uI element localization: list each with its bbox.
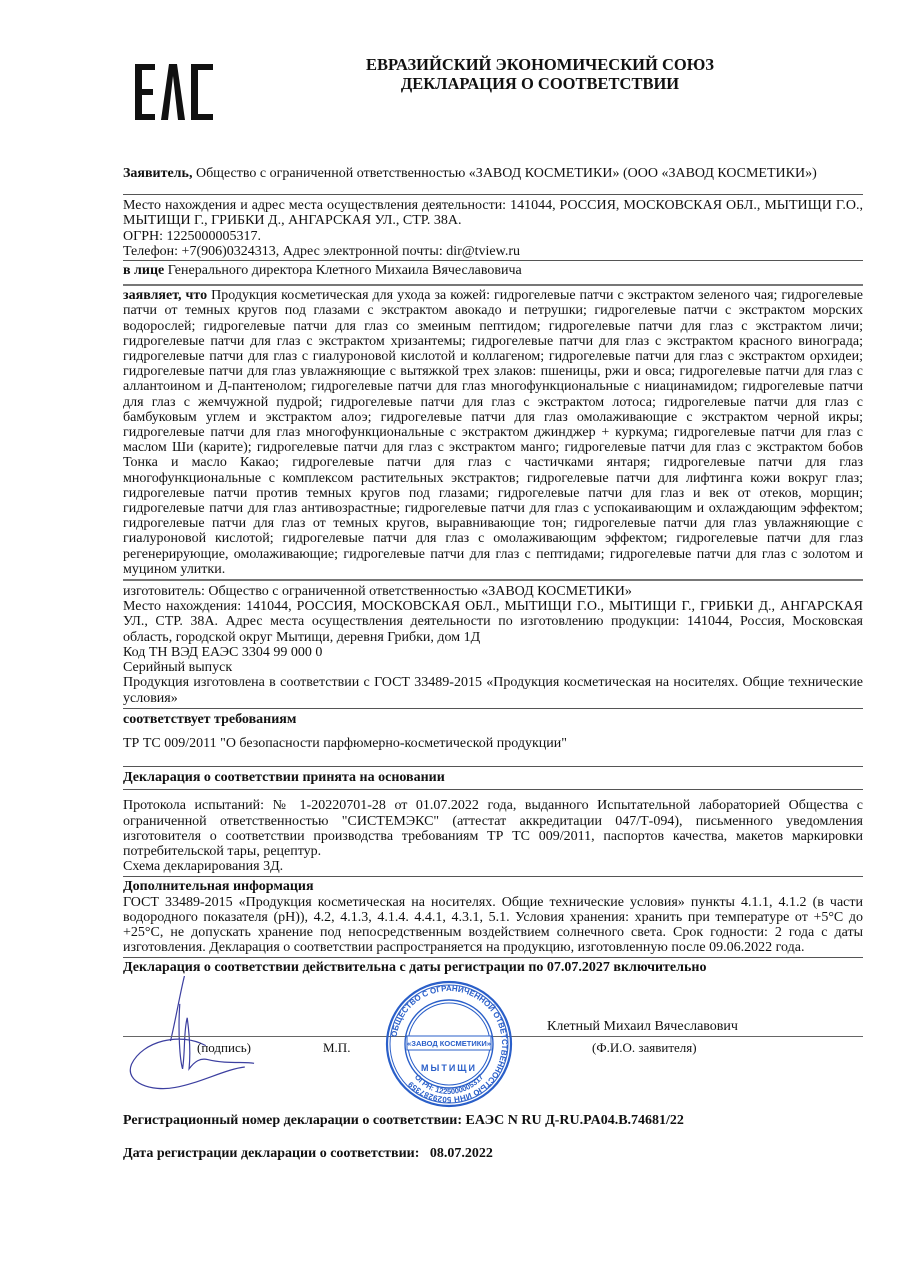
- registration-date: [123, 1146, 863, 1161]
- divider: [123, 194, 863, 195]
- product-description: [123, 288, 863, 577]
- title-union: ЕВРАЗИЙСКИЙ ЭКОНОМИЧЕСКИЙ СОЮЗ: [365, 55, 714, 74]
- company-seal: [385, 980, 513, 1112]
- signature-area: [123, 976, 863, 1113]
- divider: [123, 708, 863, 709]
- applicant-contacts: Телефон: +7(906)0324313, Адрес электронной почты: dir@tview.ru: [123, 243, 521, 259]
- person-label: в лице: [123, 263, 165, 279]
- divider: [123, 260, 863, 261]
- registration-date-value: 08.07.2022: [429, 1145, 493, 1161]
- additional-label: Дополнительная информация: [123, 879, 314, 895]
- eac-logo: [133, 62, 217, 126]
- divider: [123, 957, 863, 958]
- divider: [123, 579, 863, 581]
- declaration-scheme: Схема декларирования 3Д.: [123, 859, 284, 875]
- seal-center-text: «ЗАВОД КОСМЕТИКИ»: [407, 1038, 491, 1048]
- title-declaration: ДЕКЛАРАЦИЯ О СООТВЕТСТВИИ: [400, 74, 680, 93]
- registration-number: [123, 1113, 863, 1128]
- document-title: [330, 55, 750, 93]
- applicant: [123, 166, 863, 181]
- manufacturer-address: Место нахождения: 141044, РОССИЯ, МОСКОВСКАЯ ОБЛ., МЫТИЩИ Г.О., МЫТИЩИ Г., ГРИБКИ Д., АНГАРСКАЯ УЛ., СТР. 38А. Адрес места осуществления деятельности по изготовлению продукции: 141044, Россия, Московская область, городской округ Мытищи, деревня Грибки, дом 1Д: [123, 599, 863, 645]
- seal-ogrn: ОГРН: 1225000005317: [412, 1072, 486, 1096]
- registration-number-value: ЕАЭС N RU Д-RU.PA04.B.74681/22: [465, 1112, 684, 1128]
- basis-label: Декларация о соответствии принята на основании: [123, 770, 445, 786]
- basis-text: Протокола испытаний: № 1-20220701-28 от 01.07.2022 года, выданного Испытательной лабораторией Общества с ограниченной ответственностью "СИСТЕМЭКС" (аттестат аккредитации 047/Т-094), письменного уведомления изготовителя о соответствии производства требованиям ТР ТС 009/2011, паспортов качества, макетов маркировки потребительской тары, рецептур.: [123, 798, 863, 859]
- manufacturing-standard: Продукция изготовлена в соответствии с ГОСТ 33489-2015 «Продукция косметическая на носителях. Общие технические условия»: [123, 675, 863, 706]
- applicant-label: Заявитель,: [123, 166, 193, 181]
- document-body: [123, 166, 863, 1161]
- requirements-text: ТР ТС 009/2011 "О безопасности парфюмерно-косметической продукции": [123, 735, 568, 751]
- applicant-person: [123, 263, 863, 278]
- manufacturer-block: [123, 584, 863, 706]
- declares-text: Продукция косметическая для ухода за кожей: гидрогелевые патчи с экстрактом зеленого чая; гидрогелевые патчи от темных кругов под глазами с экстрактом авокадо и петрушки; гидрогелевые патчи с экстрактом морских водорослей; гидрогелевые патчи для глаз со змеиным пептидом; гидрогелевые патчи для глаз с экстрактом личи; гидрогелевые патчи для глаз с экстрактом хризантемы; гидрогелевые патчи для глаз с экстрактом красного винограда; гидрогелевые патчи для глаз с гиалуроновой кислотой и коллагеном; гидрогелевые патчи для глаз с экстрактом орхидеи; гидрогелевые патчи для глаз увлажняющие с вытяжкой трех злаков: пшеницы, ржи и овса; гидрогелевые патчи для глаз с аллантоином и Д-пантенолом; гидрогелевые патчи для глаз многофункциональные с ниацинамидом; гидрогелевые патчи для глаз с жемчужной пудрой; гидрогелевые патчи для глаз с экстрактом лотоса; гидрогелевые патчи для глаз с бамбуковым углем и экстрактом алоэ; гидрогелевые патчи для глаз омолаживающие с экстрактом черной икры; гидрогелевые патчи для глаз многофункциональные с экстрактом джинджер + куркума; гидрогелевые патчи для глаз с маслом Ши (карите); гидрогелевые патчи для глаз с экстрактом манго; гидрогелевые патчи для глаз с экстрактом бобов Тонка и масло Какао; гидрогелевые патчи для глаз с частичками янтаря; гидрогелевые патчи для глаз многофункциональные с комплексом растительных экстрактов; гидрогелевые патчи для лифтинга кожи вокруг глаз; гидрогелевые патчи против темных кругов под глазами; гидрогелевые патчи для глаз и век от отеков, морщин; гидрогелевые патчи для глаз антивозрастные; гидрогелевые патчи для глаз с успокаивающим и охлаждающим эффектом; гидрогелевые патчи для глаз от темных кругов, выравнивающие тон; гидрогелевые патчи для глаз увлажняющие с гиалуроновой кислотой; гидрогелевые патчи для глаз с омолаживающим эффектом; гидрогелевые патчи для глаз регенерирующие, омолаживающие; гидрогелевые патчи для глаз с пептидами; гидрогелевые патчи для глаз с золотом и муцином улитки.: [123, 288, 863, 577]
- person-name: Генерального директора Клетного Михаила Вячеславовича: [164, 263, 522, 279]
- seal-city: МЫТИЩИ: [421, 1062, 477, 1073]
- divider: [123, 284, 863, 286]
- declares-label: заявляет, что: [123, 288, 208, 304]
- divider: [123, 876, 863, 877]
- basis-heading: [123, 770, 863, 785]
- requirements-label: [123, 712, 863, 727]
- validity: [123, 960, 863, 975]
- name-caption: (Ф.И.О. заявителя): [592, 1039, 697, 1055]
- additional-block: [123, 879, 863, 955]
- seal-place-caption: М.П.: [323, 1039, 351, 1055]
- series: Серийный выпуск: [123, 660, 233, 676]
- applicant-ogrn: ОГРН: 1225000005317.: [123, 228, 261, 244]
- applicant-name: Общество с ограниченной ответственностью «ЗАВОД КОСМЕТИКИ» (ООО «ЗАВОД КОСМЕТИКИ»): [192, 166, 817, 181]
- registration-date-label: Дата регистрации декларации о соответствии:: [123, 1145, 420, 1161]
- seal-outer-text: ОБЩЕСТВО С ОГРАНИЧЕННОЙ ОТВЕТСТВЕННОСТЬЮ ИНН 5029287359: [389, 983, 510, 1104]
- applicant-address: Место нахождения и адрес места осуществления деятельности: 141044, РОССИЯ, МОСКОВСКАЯ ОБЛ., МЫТИЩИ Г.О., МЫТИЩИ Г., ГРИБКИ Д., АНГАРСКАЯ УЛ., СТР. 38А.: [123, 198, 863, 229]
- hs-code: Код ТН ВЭД ЕАЭС 3304 99 000 0: [123, 644, 323, 660]
- divider: [123, 789, 863, 790]
- basis-block: [123, 798, 863, 874]
- signature-caption: (подпись): [197, 1039, 251, 1055]
- applicant-address-block: [123, 198, 863, 259]
- registration-number-label: Регистрационный номер декларации о соответствии:: [123, 1112, 463, 1128]
- requirements-heading: соответствует требованиям: [123, 711, 297, 727]
- manufacturer-name: изготовитель: Общество с ограниченной ответственностью «ЗАВОД КОСМЕТИКИ»: [123, 584, 632, 600]
- divider: [123, 766, 863, 767]
- validity-text: Декларация о соответствии действительна с даты регистрации по 07.07.2027 включительно: [123, 960, 707, 976]
- additional-text: ГОСТ 33489-2015 «Продукция косметическая на носителях. Общие технические условия» пункты 4.1.1, 4.1.2 (в части водородного показателя (pH)), 4.2, 4.1.3, 4.1.4. 4.4.1, 4.3.1, 5.1. Условия хранения: хранить при температуре от +5°C до +25°C, не допускать хранение под непосредственным воздействием солнечного света. Срок годности: 2 года с даты изготовления. Декларация о соответствии распространяется на продукцию, изготовленную после 09.06.2022 года.: [123, 894, 863, 956]
- applicant-full-name: Клетный Михаил Вячеславович: [547, 1018, 738, 1034]
